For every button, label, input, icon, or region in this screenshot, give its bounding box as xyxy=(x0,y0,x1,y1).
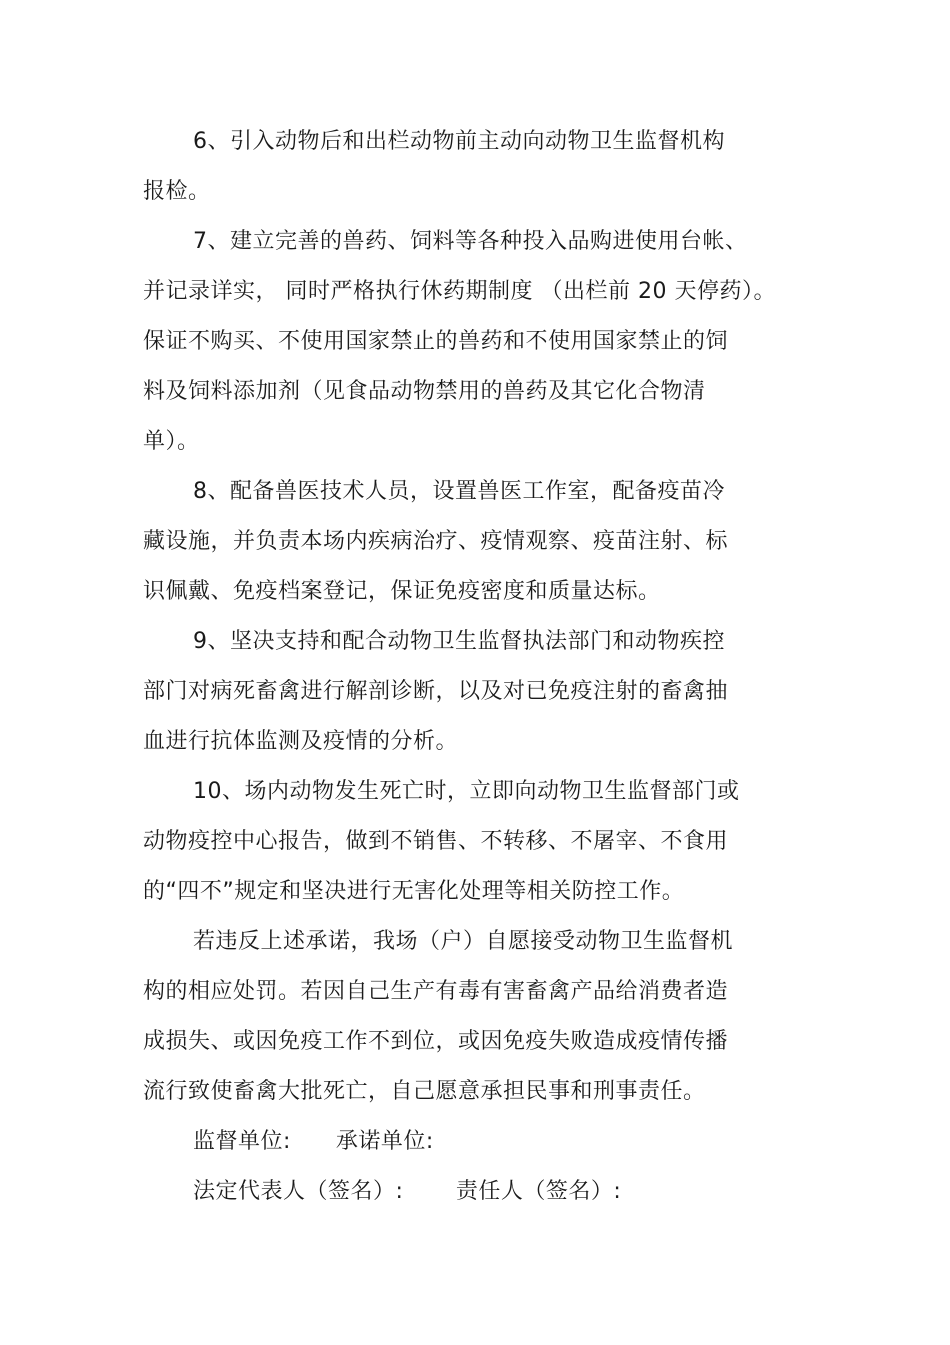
item-9-line-2: 部门对病死畜禽进行解剖诊断，以及对已免疫注射的畜禽抽 xyxy=(143,679,729,704)
item-8-line-1: 8、配备兽医技术人员，设置兽医工作室，配备疫苗冷 xyxy=(193,479,725,504)
pledge-line-2: 构的相应处罚。若因自己生产有毒有害畜禽产品给消费者造 xyxy=(143,979,729,1004)
item-9-line-3: 血进行抗体监测及疫情的分析。 xyxy=(143,729,459,754)
item-10-line-1: 10、场内动物发生死亡时，立即向动物卫生监督部门或 xyxy=(193,779,740,804)
item-7-line-3: 保证不购买、不使用国家禁止的兽药和不使用国家禁止的饲 xyxy=(143,329,729,354)
item-7-line-1: 7、建立完善的兽药、饲料等各种投入品购进使用台帐、 xyxy=(193,229,748,254)
item-7-line-2: 并记录详实， 同时严格执行休药期制度 （出栏前 20 天停药）。 xyxy=(143,279,776,304)
item-10-line-3: 的“四不”规定和坚决进行无害化处理等相关防控工作。 xyxy=(143,879,685,904)
item-9-line-1: 9、坚决支持和配合动物卫生监督执法部门和动物疾控 xyxy=(193,629,725,654)
item-7-line-4: 料及饲料添加剂（见食品动物禁用的兽药及其它化合物清 xyxy=(143,379,706,404)
pledge-line-3: 成损失、或因免疫工作不到位，或因免疫失败造成疫情传播 xyxy=(143,1029,729,1054)
signature-names-line: 法定代表人（签名）: 责任人（签名）: xyxy=(193,1179,622,1204)
item-6-line-1: 6、引入动物后和出栏动物前主动向动物卫生监督机构 xyxy=(193,129,725,154)
item-6-line-2: 报检。 xyxy=(143,179,211,204)
item-8-line-2: 藏设施，并负责本场内疾病治疗、疫情观察、疫苗注射、标 xyxy=(143,529,729,554)
item-8-line-3: 识佩戴、免疫档案登记，保证免疫密度和质量达标。 xyxy=(143,579,661,604)
item-7-line-5: 单）。 xyxy=(143,429,200,454)
pledge-line-4: 流行致使畜禽大批死亡，自己愿意承担民事和刑事责任。 xyxy=(143,1079,706,1104)
signature-units-line: 监督单位: 承诺单位: xyxy=(193,1129,434,1154)
pledge-line-1: 若违反上述承诺，我场（户）自愿接受动物卫生监督机 xyxy=(193,929,734,954)
item-10-line-2: 动物疫控中心报告，做到不销售、不转移、不屠宰、不食用 xyxy=(143,829,729,854)
